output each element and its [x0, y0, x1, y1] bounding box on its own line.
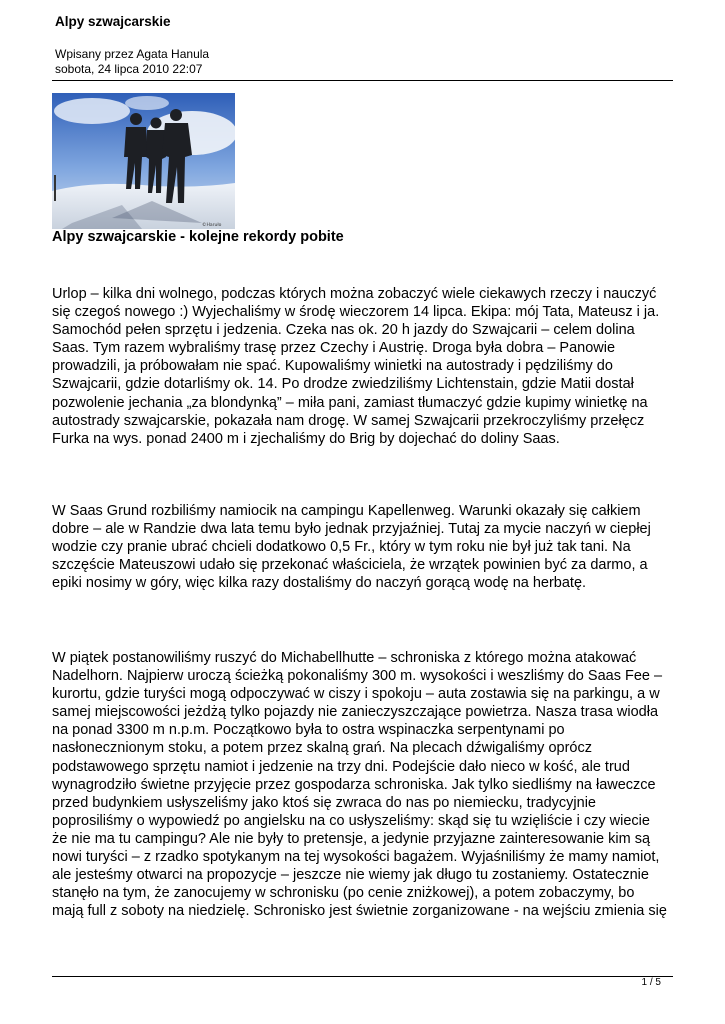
paragraph-line: poprosiliśmy o wypowiedź po angielsku na co usłyszeliśmy: skąd się tu wzięliście i czy wiecie: [52, 812, 650, 829]
paragraph-line: Nadelhorn. Najpierw uroczą ścieżką pokonaliśmy 300 m. wysokości i weszliśmy do Saas Fee –: [52, 668, 663, 685]
date-line: sobota, 24 lipca 2010 22:07: [55, 62, 203, 76]
paragraph-line: dobre – ale w Randzie dwa lata temu było jednak przyjaźniej. Tutaj za mycie naczyń w ciepłej: [52, 521, 651, 538]
paragraph-line: szczęście Mateuszowi udało się przekonać właściciela, że wrzątek powinien być za darmo, a: [52, 557, 648, 574]
paragraph-line: przed budynkiem usłyszeliśmy jako ktoś się zwraca do nas po niemiecku, tradycyjnie: [52, 794, 596, 811]
paragraph-line: Urlop – kilka dni wolnego, podczas których można zobaczyć wiele ciekawych rzeczy i nauczyć: [52, 286, 657, 302]
paragraph-line: mają full z soboty na niedzielę. Schronisko jest świetnie zorganizowane - na wejściu zmienia się: [52, 903, 667, 920]
paragraph-line: kurortu, gdzie turyści mogą odpoczywać w ciszy i spokoju – auta zostawia się na parkingu, a w: [52, 686, 660, 703]
paragraph-line: się czegoś nowego :) Wyjechaliśmy w środę wieczorem 14 lipca. Ekipa: mój Tata, Mateusz i ja.: [52, 304, 660, 321]
article-paragraph-2: [52, 502, 677, 592]
paragraph-line: nowi turyści – z rzadko spotykanym na tej wysokości bagażem. Wyjaśniliśmy że mamy namiot,: [52, 849, 660, 866]
paragraph-line: Saas. Tym razem wybraliśmy trasę przez Czechy i Austrię. Droga była dobra – Panowie: [52, 340, 616, 357]
paragraph-line: epiki nosimy w góry, więc kilka razy dostaliśmy do naczyń gorącą wodę na herbatę.: [52, 575, 587, 592]
header-divider: [52, 80, 673, 81]
footer-divider: [52, 976, 673, 977]
article-paragraph-1: [52, 285, 677, 448]
paragraph-line: wynagrodziło świetne przyjęcie przez gospodarza schroniska. Jak tylko siedliśmy na ławeczce: [52, 776, 656, 793]
paragraph-line: nasłonecznionym stoku, a potem przez skalną grań. Na plecach dźwigaliśmy oprócz: [52, 740, 592, 757]
paragraph-line: Samochód pełen sprzętu i jedzenia. Czeka nas ok. 20 h jazdy do Szwajcarii – celem dolina: [52, 322, 635, 339]
paragraph-line: podstawowego sprzętu namiot i jedzenie na trzy dni. Podejście dało nieco w kość, ale trud: [52, 758, 630, 775]
paragraph-line: W piątek postanowiliśmy ruszyć do Michabellhutte – schroniska z którego można atakować: [52, 650, 637, 666]
paragraph-line: Szwajcarii, gdzie dotarliśmy ok. 14. Po drodze zwiedziliśmy Lichtenstain, gdzie Matii dostał: [52, 376, 634, 393]
paragraph-line: autostrady szwajcarskie, pokazała nam drogę. W samej Szwajcarii przekroczyliśmy przełęcz: [52, 412, 645, 429]
paragraph-line: ale jesteśmy otwarci na propozycje – jeszcze nie wiemy jak długo tu zostaniemy. Ostatecznie: [52, 867, 649, 884]
article-title: Alpy szwajcarskie - kolejne rekordy pobite: [52, 229, 344, 245]
article-paragraph-3: [52, 649, 677, 920]
paragraph-line: W Saas Grund rozbiliśmy namiocik na campingu Kapellenweg. Warunki okazały się całkiem: [52, 503, 641, 519]
article-photo: [52, 93, 235, 229]
paragraph-line: że nie ma tu campingu? Ale nie były to pretensje, a jedynie przyjazne zainteresowanie kim są: [52, 830, 651, 847]
paragraph-line: Furka na wys. ponad 2400 m i zjechaliśmy do Brig by dojechać do doliny Saas.: [52, 430, 560, 447]
paragraph-line: stanęło na tym, że zanocujemy w schronisku (po cenie zniżkowej), a potem zobaczymy, bo: [52, 885, 635, 902]
paragraph-line: na ponad 3300 m n.p.m. Początkowo była to ostra wspinaczka serpentynami po: [52, 722, 565, 739]
article-meta: [55, 47, 209, 77]
page-title: Alpy szwajcarskie: [55, 14, 171, 29]
paragraph-line: pozwolenie jechania „za blondynką” – miła pani, zamiast tłumaczyć gdzie kupimy winietkę na: [52, 394, 648, 411]
paragraph-line: prowadzili, ja próbowałam nie spać. Kupowaliśmy winietki na autostrady i pędziliśmy do: [52, 358, 613, 375]
author-line: Wpisany przez Agata Hanula: [55, 47, 210, 61]
page-number: 1 / 5: [641, 977, 661, 988]
paragraph-line: wodzie czy pranie ubrać chcieli dodatkowo 0,5 Fr., który w tym roku nie był już tak tani. Na: [52, 539, 631, 556]
paragraph-line: samej miejscowości jeżdżą tylko pojazdy nie zanieczyszczające powietrza. Nasza trasa wiodła: [52, 704, 659, 721]
photo-watermark: ©Haruło: [202, 223, 222, 228]
